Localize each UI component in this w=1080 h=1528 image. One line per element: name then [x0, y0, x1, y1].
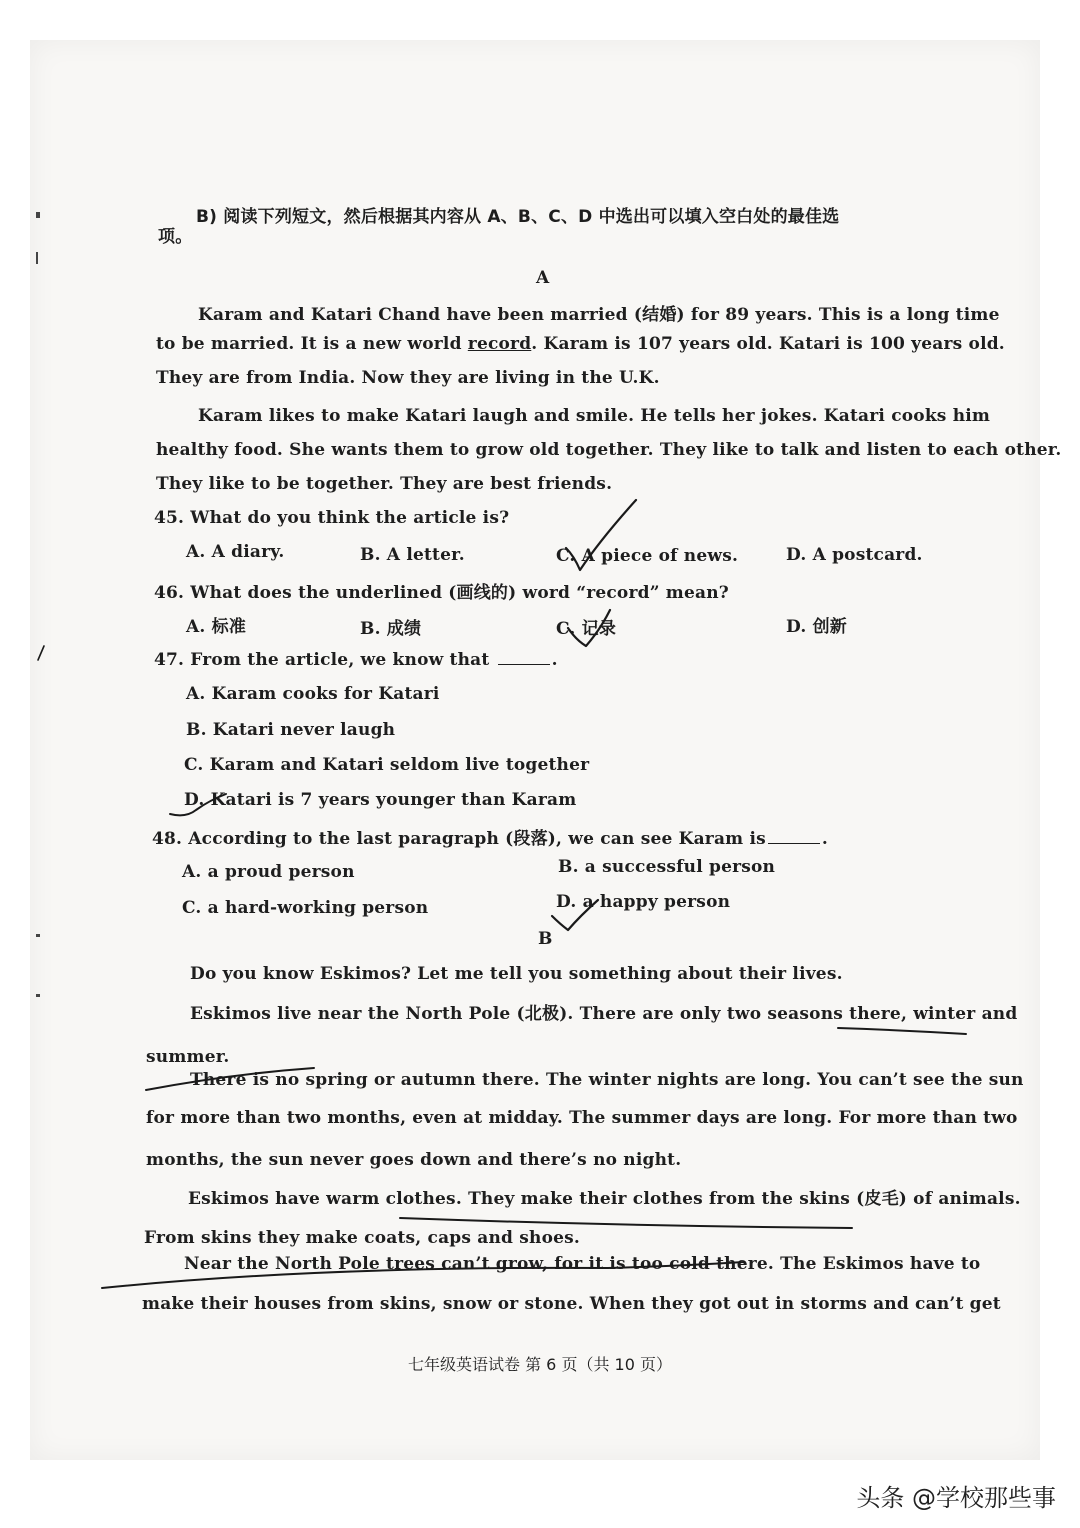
q47-stem-end: . — [551, 650, 558, 670]
question-46-stem: 46. What does the underlined (画线的) word “record” mean? — [154, 583, 729, 603]
q47-answer-blank — [498, 650, 550, 665]
q46-option-a: A. 标准 — [186, 617, 247, 637]
q45-option-b: B. A letter. — [360, 545, 465, 565]
passage-b-line: Eskimos have warm clothes. They make their clothes from the skins (皮毛) of animals. — [188, 1189, 1021, 1209]
q48-stem-text: 48. According to the last paragraph (段落), we can see Karam is — [152, 829, 766, 849]
passage-a-line: Karam and Katari Chand have been married (结婚) for 89 years. This is a long time — [198, 305, 1000, 325]
underlined-word-record: record — [467, 334, 532, 354]
passage-b-line: make their houses from skins, snow or stone. When they got out in storms and can’t get — [142, 1294, 1001, 1314]
q45-option-a: A. A diary. — [186, 542, 285, 562]
passage-a-line: They like to be together. They are best friends. — [156, 474, 613, 494]
passage-b-line: months, the sun never goes down and there’s no night. — [146, 1150, 682, 1170]
margin-speck — [36, 934, 40, 937]
q47-option-d: D. Katari is 7 years younger than Karam — [184, 790, 577, 810]
q46-option-c: C. 记录 — [556, 619, 617, 639]
passage-a-line: healthy food. She wants them to grow old together. They like to talk and listen to each other. — [156, 440, 1062, 460]
question-45-stem: 45. What do you think the article is? — [154, 508, 510, 528]
passage-a-text: . Karam is 107 years old. Katari is 100 years old. — [531, 334, 1005, 354]
passage-a-line: Karam likes to make Katari laugh and smile. He tells her jokes. Katari cooks him — [198, 406, 991, 426]
passage-b-line: There is no spring or autumn there. The winter nights are long. You can’t see the sun — [190, 1070, 1024, 1090]
passage-b-line: summer. — [146, 1047, 230, 1067]
q46-option-b: B. 成绩 — [360, 619, 422, 639]
question-48-stem — [152, 824, 828, 849]
margin-speck — [36, 994, 40, 997]
passage-a-text: to be married. It is a new world — [156, 334, 468, 354]
instructions-line-2: 项。 — [158, 227, 193, 247]
passage-b-line: Do you know Eskimos? Let me tell you something about their lives. — [190, 964, 843, 984]
q47-option-c: C. Karam and Katari seldom live together — [184, 755, 590, 775]
passage-b-line: for more than two months, even at midday. The summer days are long. For more than two — [146, 1108, 1018, 1128]
q47-option-a: A. Karam cooks for Katari — [186, 684, 440, 704]
q48-stem-end: . — [821, 829, 829, 849]
page-footer: 七年级英语试卷 第 6 页（共 10 页） — [408, 1355, 672, 1374]
instructions-line-1: B) 阅读下列短文，然后根据其内容从 A、B、C、D 中选出可以填入空白处的最佳选 — [196, 207, 840, 227]
q48-option-b: B. a successful person — [558, 857, 776, 877]
passage-b-line: Eskimos live near the North Pole (北极). There are only two seasons there, winter and — [190, 1004, 1018, 1024]
q47-stem-text: 47. From the article, we know that — [154, 650, 490, 670]
watermark-text: 头条 @学校那些事 — [856, 1484, 1056, 1512]
margin-speck — [36, 252, 38, 264]
passage-a-line: They are from India. Now they are living in the U.K. — [156, 368, 660, 388]
passage-a-heading: A — [536, 268, 550, 288]
q45-option-c: C. A piece of news. — [556, 546, 739, 566]
passage-b-heading: B — [538, 929, 553, 949]
q48-option-d: D. a happy person — [556, 892, 731, 912]
q45-option-d: D. A postcard. — [786, 545, 923, 565]
q48-answer-blank — [768, 829, 820, 844]
q46-option-d: D. 创新 — [786, 617, 847, 637]
q48-option-c: C. a hard-working person — [182, 898, 429, 918]
q47-option-b: B. Katari never laugh — [186, 720, 396, 740]
q48-option-a: A. a proud person — [182, 862, 355, 882]
passage-b-line: Near the North Pole trees can’t grow, for it is too cold there. The Eskimos have to — [184, 1254, 981, 1274]
question-47-stem — [154, 650, 558, 670]
passage-b-line: From skins they make coats, caps and shoes. — [144, 1228, 581, 1248]
passage-a-line — [156, 334, 1005, 354]
margin-speck — [36, 212, 40, 218]
